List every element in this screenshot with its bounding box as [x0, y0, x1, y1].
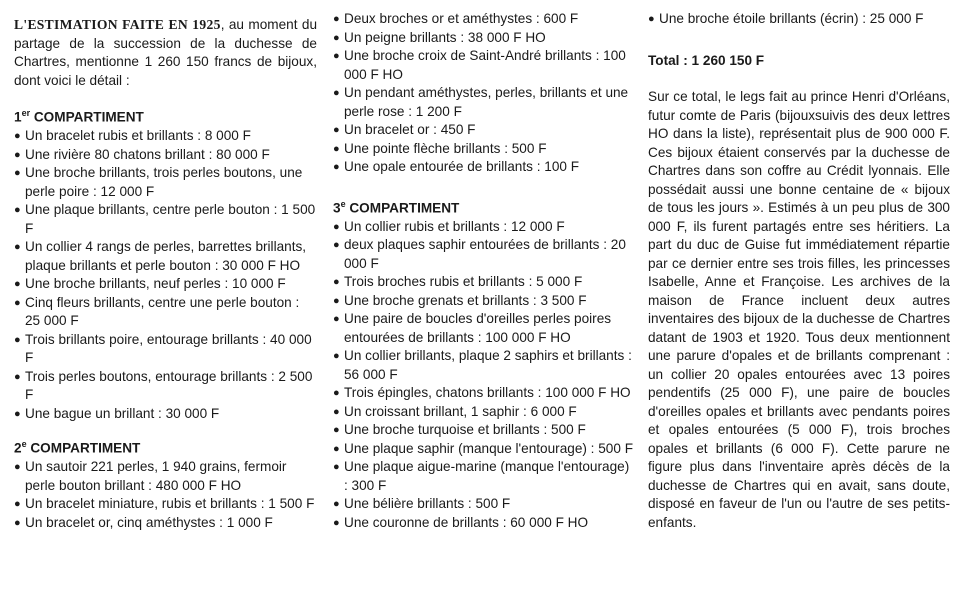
list-item: ● Une broche brillants, neuf perles : 10 000 F: [14, 275, 317, 294]
list-item: ● Cinq fleurs brillants, centre une perle bouton : 25 000 F: [14, 294, 317, 331]
list-item: ● Un collier 4 rangs de perles, barrettes brillants, plaque brillants et perle bouton : 30 000 F HO: [14, 238, 317, 275]
list-item: ● Un bracelet miniature, rubis et brillants : 1 500 F: [14, 495, 317, 514]
list-item: ● Une paire de boucles d'oreilles perles poires entourées de brillants : 100 000 F HO: [333, 310, 633, 347]
list-item: ● Une broche brillants, trois perles boutons, une perle poire : 12 000 F: [14, 164, 317, 201]
compartment-label: COMPARTIMENT: [345, 200, 460, 216]
compartment-label: COMPARTIMENT: [26, 440, 141, 456]
list-item: ● Une plaque brillants, centre perle bouton : 1 500 F: [14, 201, 317, 238]
body-paragraph: Sur ce total, le legs fait au prince Henri d'Orléans, futur comte de Paris (bijouxsuivis des deux lettres HO dans la liste), représentait plus de 900 000 F. Ces bijoux étaient conservés par la duchesse de Chartres dans son coffre au Crédit lyonnais. Elle possédait aussi une bonne centaine de « bijoux de tous les jours ». Estimés à un peu plus de 300 000 F, ils furent partagés entre ses héritiers. La part du duc de Guise fut immédiatement répartie par ce dernier entre ses trois filles, les princesses Isabelle, Anne et Françoise. Les archives de la maison de France incluent deux autres inventaires des bijoux de la duchesse de Chartres datant de 1903 et 1920. Tous deux mentionnent une parure d'opales et de brillants comprenant : un collier 20 opales entourées avec 13 poires pendentifs (25 000 F), une paire de boucles d'oreilles opales et brillants avec pendants poires et opales entourées (5 000 F), trois broches opales et brillants (6 000 F). Cette parure ne figure plus dans l'inventaire après décès de la duchesse de Chartres qui en avait, sans doute, disposé en faveur de l'un ou l'autre de ses petits-enfants.: [648, 89, 950, 530]
compartment-3-heading: [333, 195, 633, 218]
list-item: ● Une broche étoile brillants (écrin) : 25 000 F: [648, 10, 950, 29]
compartment-3-list-part-2: [648, 10, 950, 29]
list-item: ● Trois épingles, chatons brillants : 100 000 F HO: [333, 384, 633, 403]
compartment-2-list-part-1: [14, 458, 317, 532]
list-item: ● Trois perles boutons, entourage brillants : 2 500 F: [14, 368, 317, 405]
compartment-label: COMPARTIMENT: [30, 109, 144, 125]
list-item: ● Une bélière brillants : 500 F: [333, 495, 633, 514]
compartment-number: 2: [14, 440, 22, 456]
list-item: ● Une opale entourée de brillants : 100 F: [333, 158, 633, 177]
column-1: [14, 10, 317, 580]
list-item: ● Un pendant améthystes, perles, brillants et une perle rose : 1 200 F: [333, 84, 633, 121]
list-item: ● Un croissant brillant, 1 saphir : 6 000 F: [333, 403, 633, 422]
list-item: ● Une rivière 80 chatons brillant : 80 000 F: [14, 146, 317, 165]
compartment-1-heading: [14, 104, 317, 127]
compartment-number: 1: [14, 109, 22, 125]
list-item: ● Une broche grenats et brillants : 3 500 F: [333, 292, 633, 311]
compartment-ordinal: e: [340, 198, 346, 209]
compartment-ordinal: er: [21, 108, 31, 118]
column-2: [333, 10, 633, 580]
list-item: ● Un bracelet or : 450 F: [333, 121, 633, 140]
list-item: ● Une broche croix de Saint-André brillants : 100 000 F HO: [333, 47, 633, 84]
list-item: ● Deux broches or et améthystes : 600 F: [333, 10, 633, 29]
intro-text: , au moment du partage de la succession de la duchesse de Chartres, mentionne 1 260 150 francs de bijoux, dont voici le détail :: [14, 17, 317, 88]
intro-paragraph: [14, 16, 317, 90]
list-item: ● Un collier rubis et brillants : 12 000 F: [333, 218, 633, 237]
list-item: ● Une broche turquoise et brillants : 500 F: [333, 421, 633, 440]
list-item: ● Un peigne brillants : 38 000 F HO: [333, 29, 633, 48]
list-item: ● Un bracelet rubis et brillants : 8 000 F: [14, 127, 317, 146]
list-item: ● Trois brillants poire, entourage brillants : 40 000 F: [14, 331, 317, 368]
compartment-1-list: [14, 127, 317, 423]
list-item: ● Une plaque aigue-marine (manque l'entourage) : 300 F: [333, 458, 633, 495]
list-item: ● Un sautoir 221 perles, 1 940 grains, fermoir perle bouton brillant : 480 000 F HO: [14, 458, 317, 495]
list-item: ● deux plaques saphir entourées de brillants : 20 000 F: [333, 236, 633, 273]
total-line: Total : 1 260 150 F: [648, 52, 765, 68]
compartment-3-list-part-1: [333, 218, 633, 533]
list-item: ● Trois broches rubis et brillants : 5 000 F: [333, 273, 633, 292]
list-item: ● Un bracelet or, cinq améthystes : 1 000 F: [14, 514, 317, 533]
intro-title: L'ESTIMATION FAITE EN 1925: [14, 17, 221, 32]
compartment-ordinal: e: [21, 439, 27, 450]
column-3: [648, 10, 950, 580]
list-item: ● Une couronne de brillants : 60 000 F HO: [333, 514, 633, 533]
list-item: ● Une bague un brillant : 30 000 F: [14, 405, 317, 424]
compartment-number: 3: [333, 200, 341, 216]
list-item: ● Un collier brillants, plaque 2 saphirs et brillants : 56 000 F: [333, 347, 633, 384]
compartment-2-heading: [14, 435, 317, 458]
list-item: ● Une pointe flèche brillants : 500 F: [333, 140, 633, 159]
list-item: ● Une plaque saphir (manque l'entourage) : 500 F: [333, 440, 633, 459]
compartment-2-list-part-2: [333, 10, 633, 177]
